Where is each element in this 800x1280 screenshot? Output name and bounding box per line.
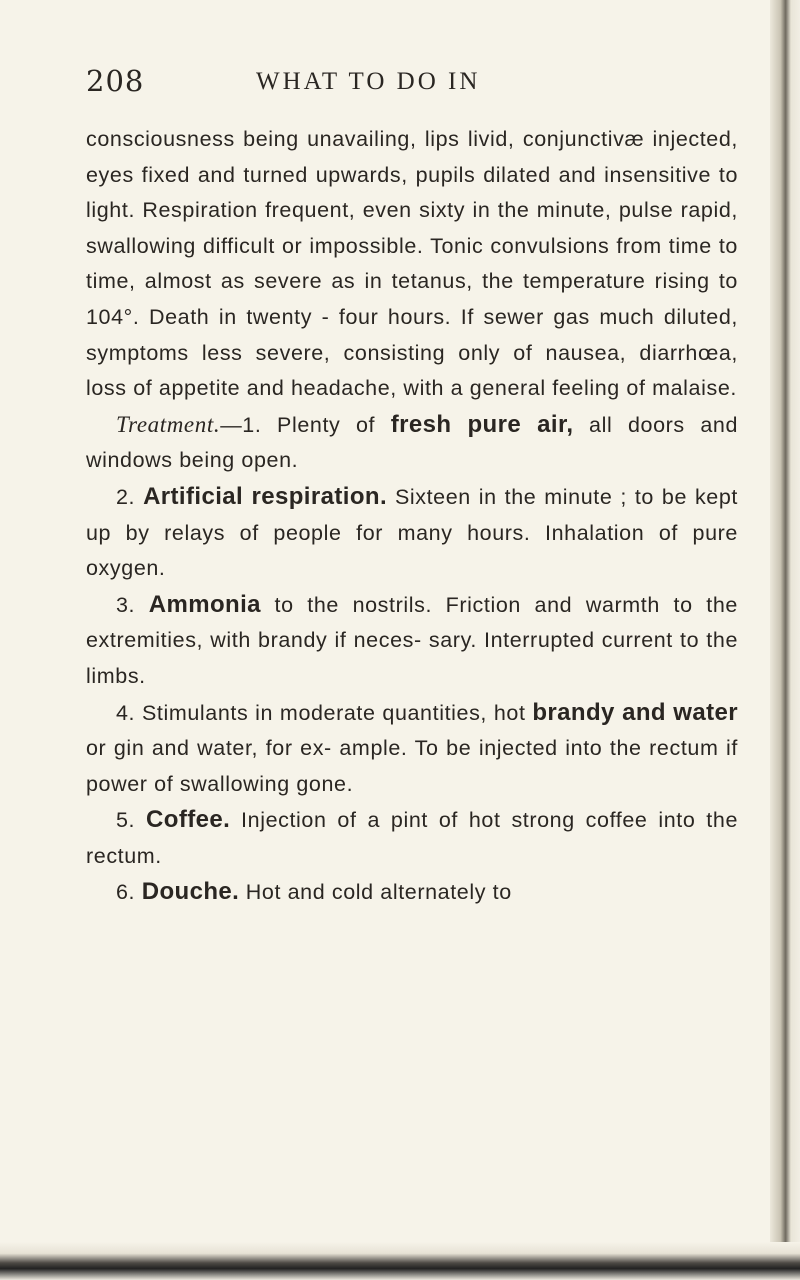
item-3-number: 3. <box>116 592 149 617</box>
paragraph-item-6 <box>86 874 738 911</box>
paragraph-item-3 <box>86 587 738 695</box>
treatment-bold: fresh pure air, <box>390 410 574 438</box>
treatment-heading: Treatment. <box>116 411 221 437</box>
item-6-bold: Douche. <box>141 878 240 906</box>
page-number: 208 <box>86 64 145 98</box>
item-4-bold: brandy and water <box>532 698 738 726</box>
page-edge-shadow <box>770 0 800 1280</box>
running-head: WHAT TO DO IN <box>256 68 481 95</box>
paragraph-symptoms: consciousness being unavailing, lips livid, conjunctivæ injected, eyes fixed and turned upwards, pupils dilated and insensitive to light. Respiration frequent, even sixty in the minute, pulse rapid, swallowing difficult or impossible. Tonic convulsions from time to time, almost as severe as in tetanus, the temperature rising to 104°. Death in twenty - four hours. If sewer gas much diluted, symptoms less severe, consisting only of nausea, diarrhœa, loss of appetite and headache, with a general feeling of malaise. <box>86 127 738 401</box>
item-4-rest: or gin and water, for ex- ample. To be injected into the rectum if power of swallowing gone. <box>86 736 738 796</box>
paragraph-item-4 <box>86 695 738 803</box>
paragraph-item-5 <box>86 802 738 874</box>
item-4-lead: 4. Stimulants in moderate quantities, hot <box>116 700 533 725</box>
item-3-bold: Ammonia <box>148 590 261 618</box>
item-2-bold: Artificial respiration. <box>143 482 388 510</box>
body-text <box>86 122 738 911</box>
item-2-number: 2. <box>116 484 144 509</box>
paragraph-item-2 <box>86 479 738 587</box>
item-6-number: 6. <box>116 880 142 905</box>
page-bottom-edge <box>0 1242 800 1280</box>
treatment-rest: all doors and windows being open. <box>86 412 739 473</box>
item-6-rest: Hot and cold alternately to <box>239 880 512 905</box>
item-5-number: 5. <box>116 808 147 833</box>
paragraph-treatment <box>86 407 738 479</box>
item-5-bold: Coffee. <box>146 806 231 834</box>
item-2-rest: Sixteen in the minute ; to be kept up by relays of people for many hours. Inhalation of pure oxygen. <box>86 484 738 581</box>
page-header <box>86 64 746 104</box>
item-3-rest: to the nostrils. Friction and warmth to the extremities, with brandy if neces- sary. Interrupted current to the limbs. <box>86 592 738 688</box>
item-5-rest: Injection of a pint of hot strong coffee into the rectum. <box>86 808 738 868</box>
treatment-lead: —1. Plenty of <box>220 412 391 437</box>
